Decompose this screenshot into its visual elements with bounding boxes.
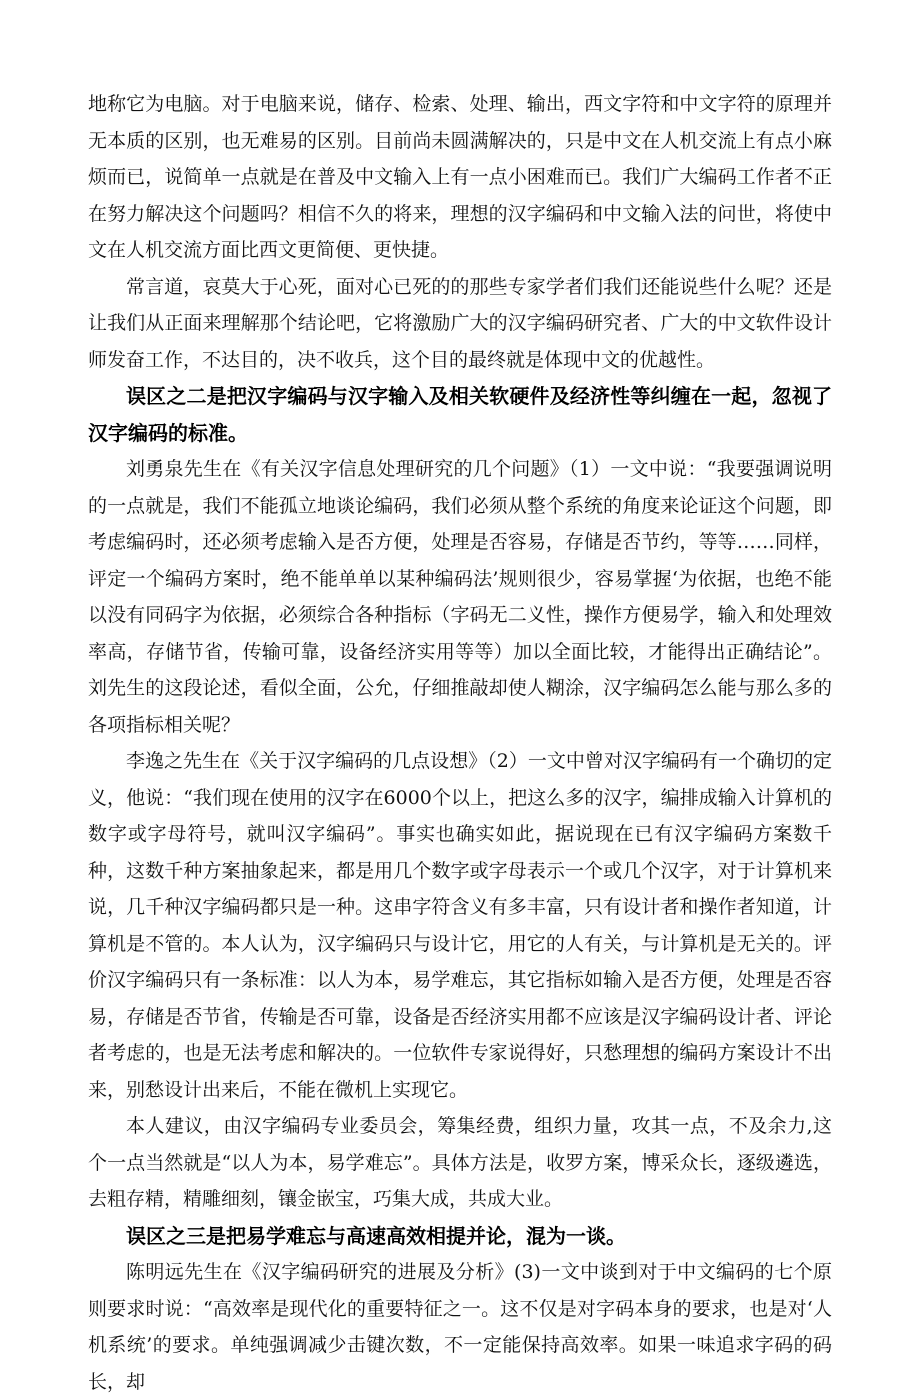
section-heading-misconception-3: 误区之三是把易学难忘与高速高效相提并论，混为一谈。 [126,1223,626,1248]
document-body [88,86,832,1400]
section-heading-misconception-2: 误区之二是把汉字编码与汉字输入及相关软硬件及经济性等纠缠在一起，忽视了汉字编码的标准。 [88,384,832,445]
paragraph-proverb: 常言道，哀莫大于心死，面对心已死的的那些专家学者们我们还能说些什么呢？还是让我们从正面来理解那个结论吧，它将激励广大的汉字编码研究者、广大的中文软件设计师发奋工作，不达目的，决不收兵，这个目的最终就是体现中文的优越性。 [88,275,832,371]
paragraph-li-yizhi-definition: 李逸之先生在《关于汉字编码的几点设想》（2）一文中曾对汉字编码有一个确切的定义，他说：“我们现在使用的汉字在6000个以上，把这么多的汉字，编排成输入计算机的数字或字母符号，就叫汉字编码”。事实也确实如此，据说现在已有汉字编码方案数千种，这数千种方案抽象起来，都是用几个数字或字母表示一个或几个汉字，对于计算机来说，几千种汉字编码都只是一种。这串字符含义有多丰富，只有设计者和操作者知道，计算机是不管的。本人认为，汉字编码只与设计它，用它的人有关，与计算机是无关的。评价汉字编码只有一条标准：以人为本，易学难忘，其它指标如输入是否方便，处理是否容易，存储是否节省，传输是否可靠，设备是否经济实用都不应该是汉字编码设计者、评论者考虑的，也是无法考虑和解决的。一位软件专家说得好，只愁理想的编码方案设计不出来，别愁设计出来后，不能在微机上实现它。 [88,750,832,1101]
paragraph-intro-continuation: 地称它为电脑。对于电脑来说，储存、检索、处理、输出，西文字符和中文字符的原理并无本质的区别，也无难易的区别。目前尚未圆满解决的，只是中文在人机交流上有点小麻烦而已，说简单一点就是在普及中文输入上有一点小困难而已。我们广大编码工作者不正在努力解决这个问题吗？相信不久的将来，理想的汉字编码和中文输入法的问世，将使中文在人机交流方面比西文更简便、更快捷。 [88,93,832,261]
paragraph-liu-yongquan-quote: 刘勇泉先生在《有关汉字信息处理研究的几个问题》（1）一文中说：“我要强调说明的一点就是，我们不能孤立地谈论编码，我们必须从整个系统的角度来论证这个问题，即考虑编码时，还必须考虑输入是否方便，处理是否容易，存储是否节约，等等……同样，评定一个编码方案时，绝不能单单以某种编码法’规则很少，容易掌握‘为依据，也绝不能以没有同码字为依据，必须综合各种指标（字码无二义性，操作方便易学，输入和处理效率高，存储节省，传输可靠，设备经济实用等等）加以全面比较，才能得出正确结论”。刘先生的这段论述，看似全面，公允，仔细推敲却使人糊涂，汉字编码怎么能与那么多的各项指标相关呢？ [88,458,832,736]
paragraph-chen-mingyuan-quote: 陈明远先生在《汉字编码研究的进展及分析》(3)一文中谈到对于中文编码的七个原则要求时说：“高效率是现代化的重要特征之一。这不仅是对字码本身的要求，也是对‘人机系统’的要求。单纯强调减少击键次数，不一定能保持高效率。如果一味追求字码的码长，却 [88,1261,832,1393]
paragraph-author-suggestion: 本人建议，由汉字编码专业委员会，筹集经费，组织力量，攻其一点，不及余力,这个一点当然就是“以人为本，易学难忘”。具体方法是，收罗方案，博采众长，逐级遴选，去粗存精，精雕细刻，镶金嵌宝，巧集大成，共成大业。 [88,1115,832,1210]
